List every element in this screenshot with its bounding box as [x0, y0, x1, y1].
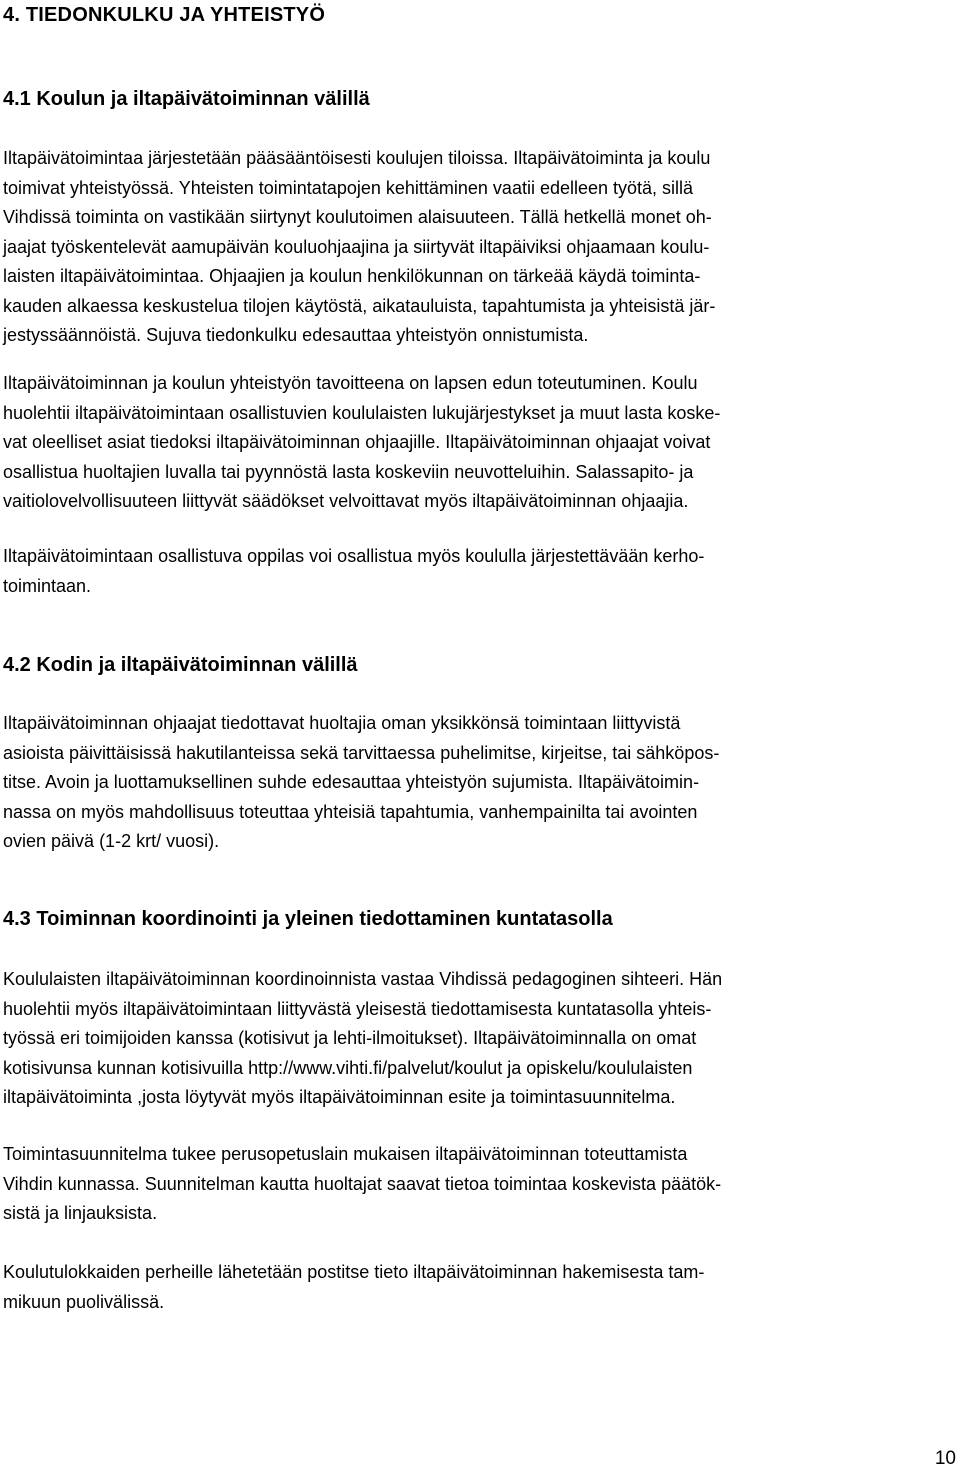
- paragraph: [3, 1258, 953, 1317]
- text-line: Toimintasuunnitelma tukee perusopetuslain mukaisen iltapäivätoiminnan toteuttamista: [3, 1144, 688, 1164]
- text-line: Vihdin kunnassa. Suunnitelman kautta huoltajat saavat tietoa toimintaa koskevista päätök-: [3, 1173, 722, 1194]
- text-line: kotisivunsa kunnan kotisivuilla http://www.vihti.fi/palvelut/koulut ja opiskelu/koululaisten: [3, 1057, 693, 1078]
- page-number: 10: [934, 1448, 956, 1469]
- text-line: nassa on myös mahdollisuus toteuttaa yhteisiä tapahtumia, vanhempainilta tai avointen: [3, 801, 698, 822]
- text-line: mikuun puolivälissä.: [3, 1291, 165, 1312]
- text-line: Iltapäivätoiminnan ja koulun yhteistyön tavoitteena on lapsen edun toteutuminen. Koulu: [3, 373, 698, 393]
- section-heading-4-3: 4.3 Toiminnan koordinointi ja yleinen tiedottaminen kuntatasolla: [3, 908, 613, 930]
- text-line: vat oleelliset asiat tiedoksi iltapäivätoiminnan ohjaajille. Iltapäivätoiminnan ohjaajat voivat: [3, 432, 711, 452]
- text-line: toimintaan.: [3, 575, 92, 596]
- text-line: osallistua huoltajien luvalla tai pyynnöstä lasta koskeviin neuvotteluihin. Salassapito- ja: [3, 461, 694, 482]
- text-line: laisten iltapäivätoimintaa. Ohjaajien ja koulun henkilökunnan on tärkeää käydä toiminta-: [3, 266, 701, 286]
- chapter-heading: 4. TIEDONKULKU JA YHTEISTYÖ: [3, 4, 326, 26]
- text-line: työssä eri toimijoiden kanssa (kotisivut ja lehti-ilmoitukset). Iltapäivätoiminnalla on omat: [3, 1028, 697, 1048]
- text-line: jestyssäännöistä. Sujuva tiedonkulku edesauttaa yhteistyön onnistumista.: [3, 325, 589, 345]
- text-line: vaitiolovelvollisuuteen liittyvät säädökset velvoittavat myös iltapäivätoiminnan ohjaajia.: [3, 491, 689, 511]
- text-line: Vihdissä toiminta on vastikään siirtynyt koulutoimen alaisuuteen. Tällä hetkellä monet oh-: [3, 207, 712, 227]
- text-line: huolehtii myös iltapäivätoimintaan liittyvästä yleisestä tiedottamisesta kuntatasolla yhteis-: [3, 998, 712, 1019]
- paragraph: [3, 369, 953, 517]
- paragraph: [3, 965, 953, 1113]
- text-line: Iltapäivätoimintaa järjestetään pääsääntöisesti koulujen tiloissa. Iltapäivätoiminta ja koulu: [3, 148, 711, 168]
- section-heading-4-1: 4.1 Koulun ja iltapäivätoiminnan välillä: [3, 88, 370, 110]
- text-line: asioista päivittäisissä hakutilanteissa sekä tarvittaessa puhelimitse, kirjeitse, tai sähköpos-: [3, 742, 720, 763]
- text-line: jaajat työskentelevät aamupäivän kouluohjaajina ja siirtyvät iltapäiviksi ohjaamaan koulu-: [3, 236, 710, 257]
- text-line: titse. Avoin ja luottamuksellinen suhde edesauttaa yhteistyön sujumista. Iltapäivätoimin-: [3, 772, 700, 792]
- text-line: iltapäivätoiminta ,josta löytyvät myös iltapäivätoiminnan esite ja toimintasuunnitelma.: [3, 1087, 676, 1107]
- paragraph: [3, 1140, 953, 1229]
- text-line: Iltapäivätoimintaan osallistuva oppilas voi osallistua myös koululla järjestettävään kerho-: [3, 546, 705, 566]
- text-line: Iltapäivätoiminnan ohjaajat tiedottavat huoltajia oman yksikkönsä toimintaan liittyvistä: [3, 713, 681, 733]
- text-line: huolehtii iltapäivätoimintaan osallistuvien koululaisten lukujärjestykset ja muut lasta koske-: [3, 402, 721, 423]
- text-line: ovien päivä (1-2 krt/ vuosi).: [3, 831, 220, 851]
- text-line: Koululaisten iltapäivätoiminnan koordinoinnista vastaa Vihdissä pedagoginen sihteeri. Hän: [3, 969, 723, 989]
- text-line: sistä ja linjauksista.: [3, 1203, 158, 1223]
- paragraph: [3, 542, 953, 601]
- text-line: kauden alkaessa keskustelua tilojen käytöstä, aikatauluista, tapahtumista ja yhteisistä jär-: [3, 295, 716, 316]
- paragraph: [3, 144, 953, 351]
- text-line: Koulutulokkaiden perheille lähetetään postitse tieto iltapäivätoiminnan hakemisesta tam-: [3, 1262, 705, 1282]
- section-heading-4-2: 4.2 Kodin ja iltapäivätoiminnan välillä: [3, 654, 358, 676]
- paragraph: [3, 709, 953, 857]
- text-line: toimivat yhteistyössä. Yhteisten toimintatapojen kehittäminen vaatii edelleen työtä, sillä: [3, 177, 694, 198]
